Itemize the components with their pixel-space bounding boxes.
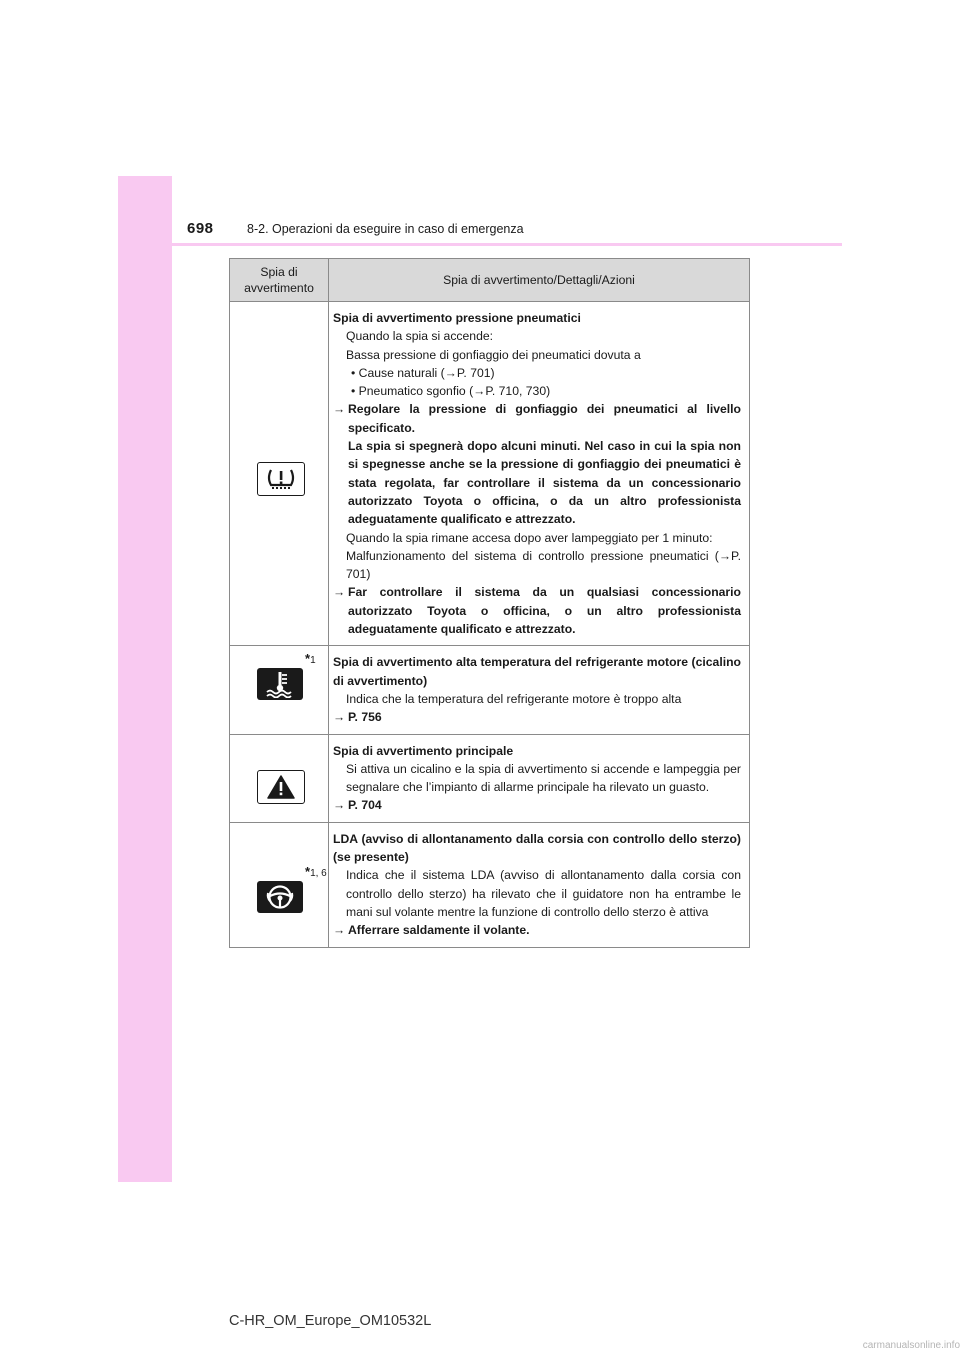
table-row [230, 734, 750, 822]
icon-cell [230, 822, 329, 947]
detail-text: Indica che il sistema LDA (avviso di allontanamento dalla corsia con controllo dello sterzo) ha rilevato che il guidatore non ha entrambe le mani sul volante mentre la funzione di controllo dello sterzo è attiva [346, 868, 741, 919]
header-rule [118, 243, 842, 246]
footnote-marker: *1 [305, 651, 316, 667]
arrow-icon: → [333, 710, 346, 725]
bullet-item: • Pneumatico sgonfio (→P. 710, 730) [351, 384, 551, 399]
column-header-details: Spia di avvertimento/Dettagli/Azioni [329, 259, 750, 302]
arrow-icon: → [333, 798, 346, 813]
action-item [333, 921, 741, 939]
warning-title: Spia di avvertimento principale [333, 743, 514, 758]
arrow-icon: → [333, 923, 346, 938]
bullet-item: • Cause naturali (→P. 701) [351, 365, 495, 380]
action-text: Regolare la pressione di gonfiaggio dei pneumatici al livello specificato. [348, 402, 741, 435]
table-row [230, 302, 750, 646]
page-reference: P. 756 [348, 710, 382, 725]
detail-text: Malfunzionamento del sistema di controllo pressione pneumatici (→P. 701) [346, 548, 741, 582]
master-warning-icon [257, 770, 305, 804]
details-cell [329, 822, 750, 947]
coolant-temperature-warning-icon [257, 668, 303, 700]
tire-pressure-warning-icon [257, 462, 305, 496]
icon-cell [230, 302, 329, 646]
warning-title: Spia di avvertimento pressione pneumatici [333, 311, 581, 325]
site-watermark: carmanualsonline.info [862, 1340, 960, 1351]
action-text: Afferrare saldamente il volante. [348, 923, 530, 938]
page-number: 698 [187, 220, 214, 237]
table-header-row [230, 259, 750, 302]
action-item [333, 708, 741, 726]
detail-text: Si attiva un cicalino e la spia di avvertimento si accende e lampeggia per segnalare che l’impianto di allarme principale ha rilevato un guasto. [346, 761, 741, 795]
footnote-marker: *1, 6 [305, 863, 327, 879]
action-text: Far controllare il sistema da un qualsiasi concessionario autorizzato Toyota o officina, o un altro professionista adeguatamente qualificato e attrezzato. [348, 585, 741, 637]
icon-cell [230, 646, 329, 734]
table-row [230, 646, 750, 734]
page-reference: P. 704 [348, 798, 382, 813]
action-item [333, 796, 741, 814]
detail-text: Quando la spia si accende: [346, 329, 494, 344]
warning-title: Spia di avvertimento alta temperatura del refrigerante motore (cicalino di avvertimento) [333, 655, 741, 688]
warning-title: LDA (avviso di allontanamento dalla corsia con controllo dello sterzo) (se presente) [333, 831, 741, 865]
details-cell [329, 734, 750, 822]
icon-cell [230, 734, 329, 822]
chapter-side-band [118, 176, 172, 1182]
lda-steering-wheel-icon [257, 881, 303, 913]
detail-text: Indica che la temperatura del refrigerante motore è troppo alta [346, 691, 682, 706]
action-item [333, 400, 741, 437]
arrow-icon: → [333, 585, 346, 600]
arrow-icon: → [333, 402, 346, 417]
action-item [333, 583, 741, 638]
detail-text: Bassa pressione di gonfiaggio dei pneumatici dovuta a [346, 347, 641, 362]
section-title: 8-2. Operazioni da eseguire in caso di emergenza [247, 222, 524, 236]
action-text: La spia si spegnerà dopo alcuni minuti. Nel caso in cui la spia non si spegnesse anche se la pressione di gonfiaggio dei pneumatici è stata regolata, far controllare il sistema da un concessionario autorizzato Toyota o officina, o da un altro professionista adeguatamente qualificato e attrezzato. [348, 439, 741, 527]
details-cell [329, 646, 750, 734]
column-header-light: Spia di avvertimento [230, 259, 329, 302]
details-cell [329, 302, 750, 646]
warning-light-table [229, 258, 750, 948]
document-code-footer: C-HR_OM_Europe_OM10532L [229, 1313, 432, 1329]
detail-text: Quando la spia rimane accesa dopo aver lampeggiato per 1 minuto: [346, 530, 713, 545]
table-row [230, 822, 750, 947]
